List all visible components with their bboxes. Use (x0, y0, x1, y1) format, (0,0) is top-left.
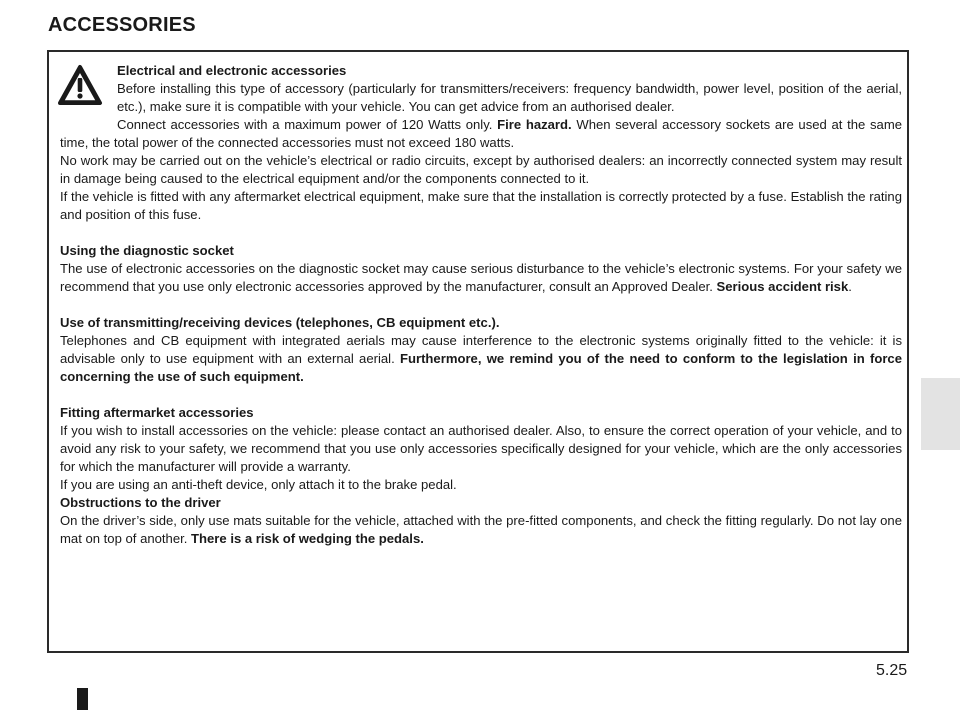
page-number: 5.25 (876, 662, 908, 679)
section-heading-electrical: Electrical and electronic accessories (117, 63, 347, 78)
power-limit-text: Connect accessories with a maximum power of 120 Watts only. (117, 117, 498, 132)
legislation-text: Furthermore, we remind you of the need to conform to the legislation in force concerning the use of such equipment. (60, 351, 902, 384)
fire-hazard-text: Fire hazard. (497, 117, 572, 132)
paragraph-aftermarket: If you wish to install accessories on the vehicle: please contact an authorised dealer. Also, to ensure the correct operation of your vehicle, and to avoid any risk to your safety, we recommend that you use only accessories specifically designed for your vehicle, which are the only accessories for which the manufacturer will provide a warranty. (60, 423, 902, 474)
diagnostic-text: The use of electronic accessories on the diagnostic socket may cause serious disturbance to the vehicle’s electronic systems. For your safety we recommend that you use only electronic accessories approved by the manufacturer, consult an Approved Dealer. (60, 261, 902, 294)
period-text: . (848, 279, 852, 294)
pedal-risk-text: There is a risk of wedging the pedals. (191, 531, 424, 546)
spacer (60, 296, 902, 314)
socket-limit-text: When several accessory sockets are used at the same time, the total power of the connected accessories must not exceed 180 watts. (60, 117, 903, 150)
paragraph-transmitting (60, 332, 902, 386)
paragraph-power-limit (60, 116, 902, 152)
page-title: ACCESSORIES (48, 14, 196, 36)
warning-text (60, 62, 902, 548)
section-heading-transmitting: Use of transmitting/receiving devices (telephones, CB equipment etc.). (60, 315, 500, 330)
chapter-tab (921, 378, 960, 450)
section-heading-obstructions: Obstructions to the driver (60, 495, 221, 510)
mats-text: On the driver’s side, only use mats suitable for the vehicle, attached with the pre-fitted components, and check the fitting regularly. Do not lay one mat on top of another. (60, 513, 902, 546)
paragraph-fuse: If the vehicle is fitted with any aftermarket electrical equipment, make sure that the installation is correctly protected by a fuse. Establish the rating and position of this fuse. (60, 189, 902, 222)
spacer (60, 386, 902, 404)
paragraph-diagnostic (60, 260, 902, 296)
spacer (60, 224, 902, 242)
warning-box (47, 50, 909, 653)
paragraph-mats (60, 512, 902, 548)
paragraph-anti-theft: If you are using an anti-theft device, only attach it to the brake pedal. (60, 477, 457, 492)
transmitting-text: Telephones and CB equipment with integrated aerials may cause interference to the electronic systems originally fitted to the vehicle: it is advisable only to use equipment with an external aerial. (60, 333, 902, 366)
serious-risk-text: Serious accident risk (716, 279, 849, 294)
corner-mark (77, 688, 88, 710)
paragraph-circuit-work: No work may be carried out on the vehicle’s electrical or radio circuits, except by authorised dealers: an incorrectly connected system may result in damage being caused to the electrical equipment and/or the components connected to it. (60, 153, 902, 186)
paragraph-compatibility: Before installing this type of accessory (particularly for transmitters/receivers: frequency bandwidth, power level, position of the aerial, etc.), make sure it is compatible with your vehicle. You can get advice from an authorised dealer. (117, 81, 902, 114)
section-heading-diagnostic: Using the diagnostic socket (60, 243, 234, 258)
section-heading-aftermarket: Fitting aftermarket accessories (60, 405, 254, 420)
